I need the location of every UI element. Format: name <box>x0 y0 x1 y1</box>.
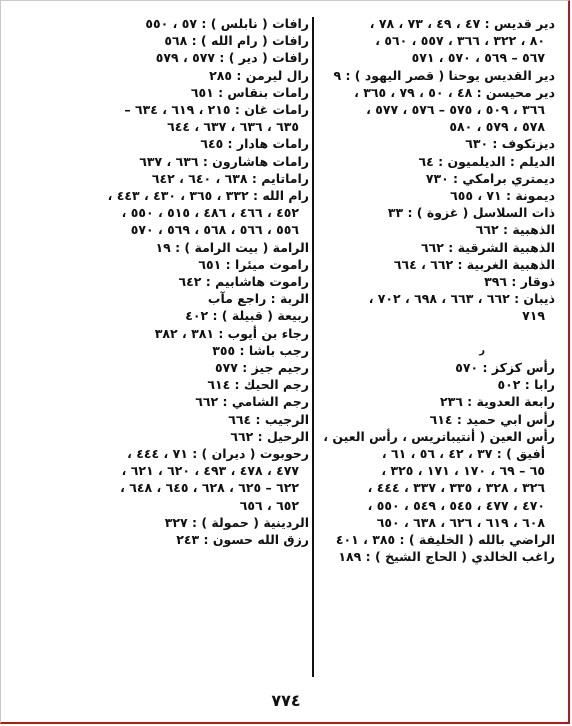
index-entry: رأس العين ( أنتيباتريس ، رأس العين ، <box>323 428 555 444</box>
index-entry: ٦٢٢ – ٦٢٥ ، ٦٢٨ ، ٦٤٥ ، ٦٤٨ ، <box>120 480 299 496</box>
index-entry: راموت ميئرا : ٦٥١ <box>198 256 309 272</box>
blank-line <box>319 325 555 342</box>
index-entry: الذهبية الشرقية : ٦٦٢ <box>421 239 555 255</box>
index-entry: ٣٢٦ ، ٣٢٨ ، ٣٣٥ ، ٣٣٧ ، ٤٤٤ ، <box>367 480 545 496</box>
index-entry: رال ليرمن : ٢٨٥ <box>209 67 309 83</box>
index-entry: ديمونة : ٧١ ، ٦٥٥ <box>450 188 555 204</box>
index-entry: دير محيسن : ٤٨ ، ٥٠ ، ٧٩ ، ٣٦٥ ، <box>354 84 555 100</box>
index-entry: رجيم جيز : ٥٧٧ <box>215 360 309 376</box>
index-entry: ٧١٩ <box>522 308 545 324</box>
index-entry: الربة : راجع مآب <box>207 291 309 307</box>
index-entry: رام الله : ٣٣٢ ، ٣٦٥ ، ٤٣٠ ، ٤٤٣ ، <box>107 188 309 204</box>
index-entry: الذهبية الغربية : ٦٦٢ ، ٦٦٤ <box>393 256 555 272</box>
index-entry: راغب الخالدي ( الحاج الشيخ ) : ١٨٩ <box>338 549 555 565</box>
column-divider <box>312 17 314 677</box>
index-entry: ديمتري برامكي : ٧٣٠ <box>425 170 555 186</box>
index-entry: رابا : ٥٠٢ <box>497 377 555 393</box>
document-page <box>9 9 563 719</box>
index-entry: ٤٧٠ ، ٤٧٧ ، ٥٤٥ ، ٥٤٩ ، ٥٥٠ ، <box>367 497 545 513</box>
index-entry: الراضي بالله ( الخليفة ) : ٣٨٥ ، ٤٠١ <box>335 532 555 548</box>
index-entry: رابعة العدوية : ٢٣٦ <box>439 394 555 410</box>
index-entry: ٦٥٢ ، ٦٥٦ <box>239 497 299 513</box>
index-entry: أفيق ) : ٣٧ ، ٤٢ ، ٥٦ ، ٦١ ، <box>381 446 545 462</box>
index-entry: رجم الشامي : ٦٦٢ <box>195 394 309 410</box>
index-entry: رامات هاشارون : ٦٣٦ ، ٦٣٧ <box>139 153 309 169</box>
index-entry: ذات السلاسل ( غزوة ) : ٣٣ <box>387 205 555 221</box>
index-entry: رامات هادار : ٦٤٥ <box>200 136 309 152</box>
index-entry: رافات ( رام الله ) : ٥٦٨ <box>164 33 309 49</box>
index-entry: ٣٦٦ ، ٥٠٩ ، ٥٧٥ – ٥٧٦ ، ٥٧٧ ، <box>366 102 545 118</box>
index-column-right <box>319 15 555 565</box>
index-entry: رجم الحيك : ٦١٤ <box>207 377 309 393</box>
index-entry: ٦٥ – ٦٩ ، ١٧٠ ، ١٧١ ، ٣٢٥ ، <box>381 463 545 479</box>
index-entry: رجب باشا : ٣٥٥ <box>212 342 309 358</box>
index-entry: ٦٣٥ ، ٦٣٦ ، ٦٣٧ ، ٦٤٤ <box>167 119 299 135</box>
index-entry: ٥٧٨ ، ٥٧٩ ، ٥٨٠ <box>449 119 545 135</box>
index-entry: رزق الله حسون : ٢٤٣ <box>176 532 309 548</box>
index-entry: ذيبان : ٦٦٢ ، ٦٦٣ ، ٦٩٨ ، ٧٠٢ ، <box>368 291 555 307</box>
index-entry: ربيعة ( قبيلة ) : ٤٠٢ <box>185 308 309 324</box>
index-entry: الرامة ( بيت الرامة ) : ١٩ <box>155 239 309 255</box>
index-entry: ديزنكوف : ٦٣٠ <box>465 136 555 152</box>
page-number: ٧٧٤ <box>271 691 301 710</box>
index-entry: الرحيل : ٦٦٢ <box>230 428 309 444</box>
index-entry: الرجيب : ٦٦٤ <box>228 411 309 427</box>
index-entry: ٤٧٧ ، ٤٧٨ ، ٤٩٣ ، ٦٢٠ ، ٦٢١ ، <box>121 463 299 479</box>
index-entry: راماتايم : ٦٣٨ ، ٦٤٠ ، ٦٤٢ <box>151 170 309 186</box>
index-entry: رافات ( نابلس ) : ٥٧ ، ٥٥٠ <box>145 16 309 31</box>
index-entry: رجاء بن أيوب : ٣٨١ ، ٣٨٢ <box>154 325 309 341</box>
index-entry: الديلم : الديلميون : ٦٤ <box>418 153 555 169</box>
index-entry: ٥٥٦ ، ٥٦٦ ، ٥٦٨ ، ٥٦٩ ، ٥٧٠ <box>130 222 299 238</box>
index-entry: راموت هاشابيم : ٦٤٢ <box>178 274 309 290</box>
index-entry: رأس كزكز : ٥٧٠ <box>455 360 555 376</box>
index-entry: ٨٠ ، ٣٢٢ ، ٣٦٦ ، ٥٥٧ ، ٥٦٠ ، <box>375 33 545 49</box>
index-entry: ٤٥٢ ، ٤٦٦ ، ٤٨٦ ، ٥١٥ ، ٥٥٠ ، <box>121 205 299 221</box>
index-entry: رأس ابي حميد : ٦١٤ <box>429 411 555 427</box>
index-entry: الردينية ( حمولة ) : ٣٢٧ <box>164 514 309 530</box>
index-entry: رحوبوت ( ديران ) : ٧١ ، ٤٤٤ ، <box>127 446 309 462</box>
index-entry: ذوقار : ٣٩٦ <box>484 274 555 290</box>
index-column-left <box>23 15 309 548</box>
index-entry: دير قديس : ٤٧ ، ٤٩ ، ٧٣ ، ٧٨ ، <box>369 16 555 31</box>
index-entry: دير القديس يوحنا ( قصر اليهود ) : ٩ <box>333 67 555 83</box>
index-entry: ٥٦٧ – ٥٦٩ ، ٥٧٠ ، ٥٧١ <box>411 50 545 66</box>
index-entry: رافات ( دير ) : ٥٧٧ ، ٥٧٩ <box>155 50 309 66</box>
index-entry: ٦٠٨ ، ٦١٩ ، ٦٢٦ ، ٦٣٨ ، ٦٥٠ <box>376 514 545 530</box>
index-entry: رامات بنقاس : ٦٥١ <box>190 84 309 100</box>
section-letter: ر <box>479 344 485 356</box>
index-entry: رامات غان : ٢١٥ ، ٦١٩ ، ٦٣٤ – <box>124 102 309 118</box>
index-entry: الذهبية : ٦٦٢ <box>475 222 555 238</box>
